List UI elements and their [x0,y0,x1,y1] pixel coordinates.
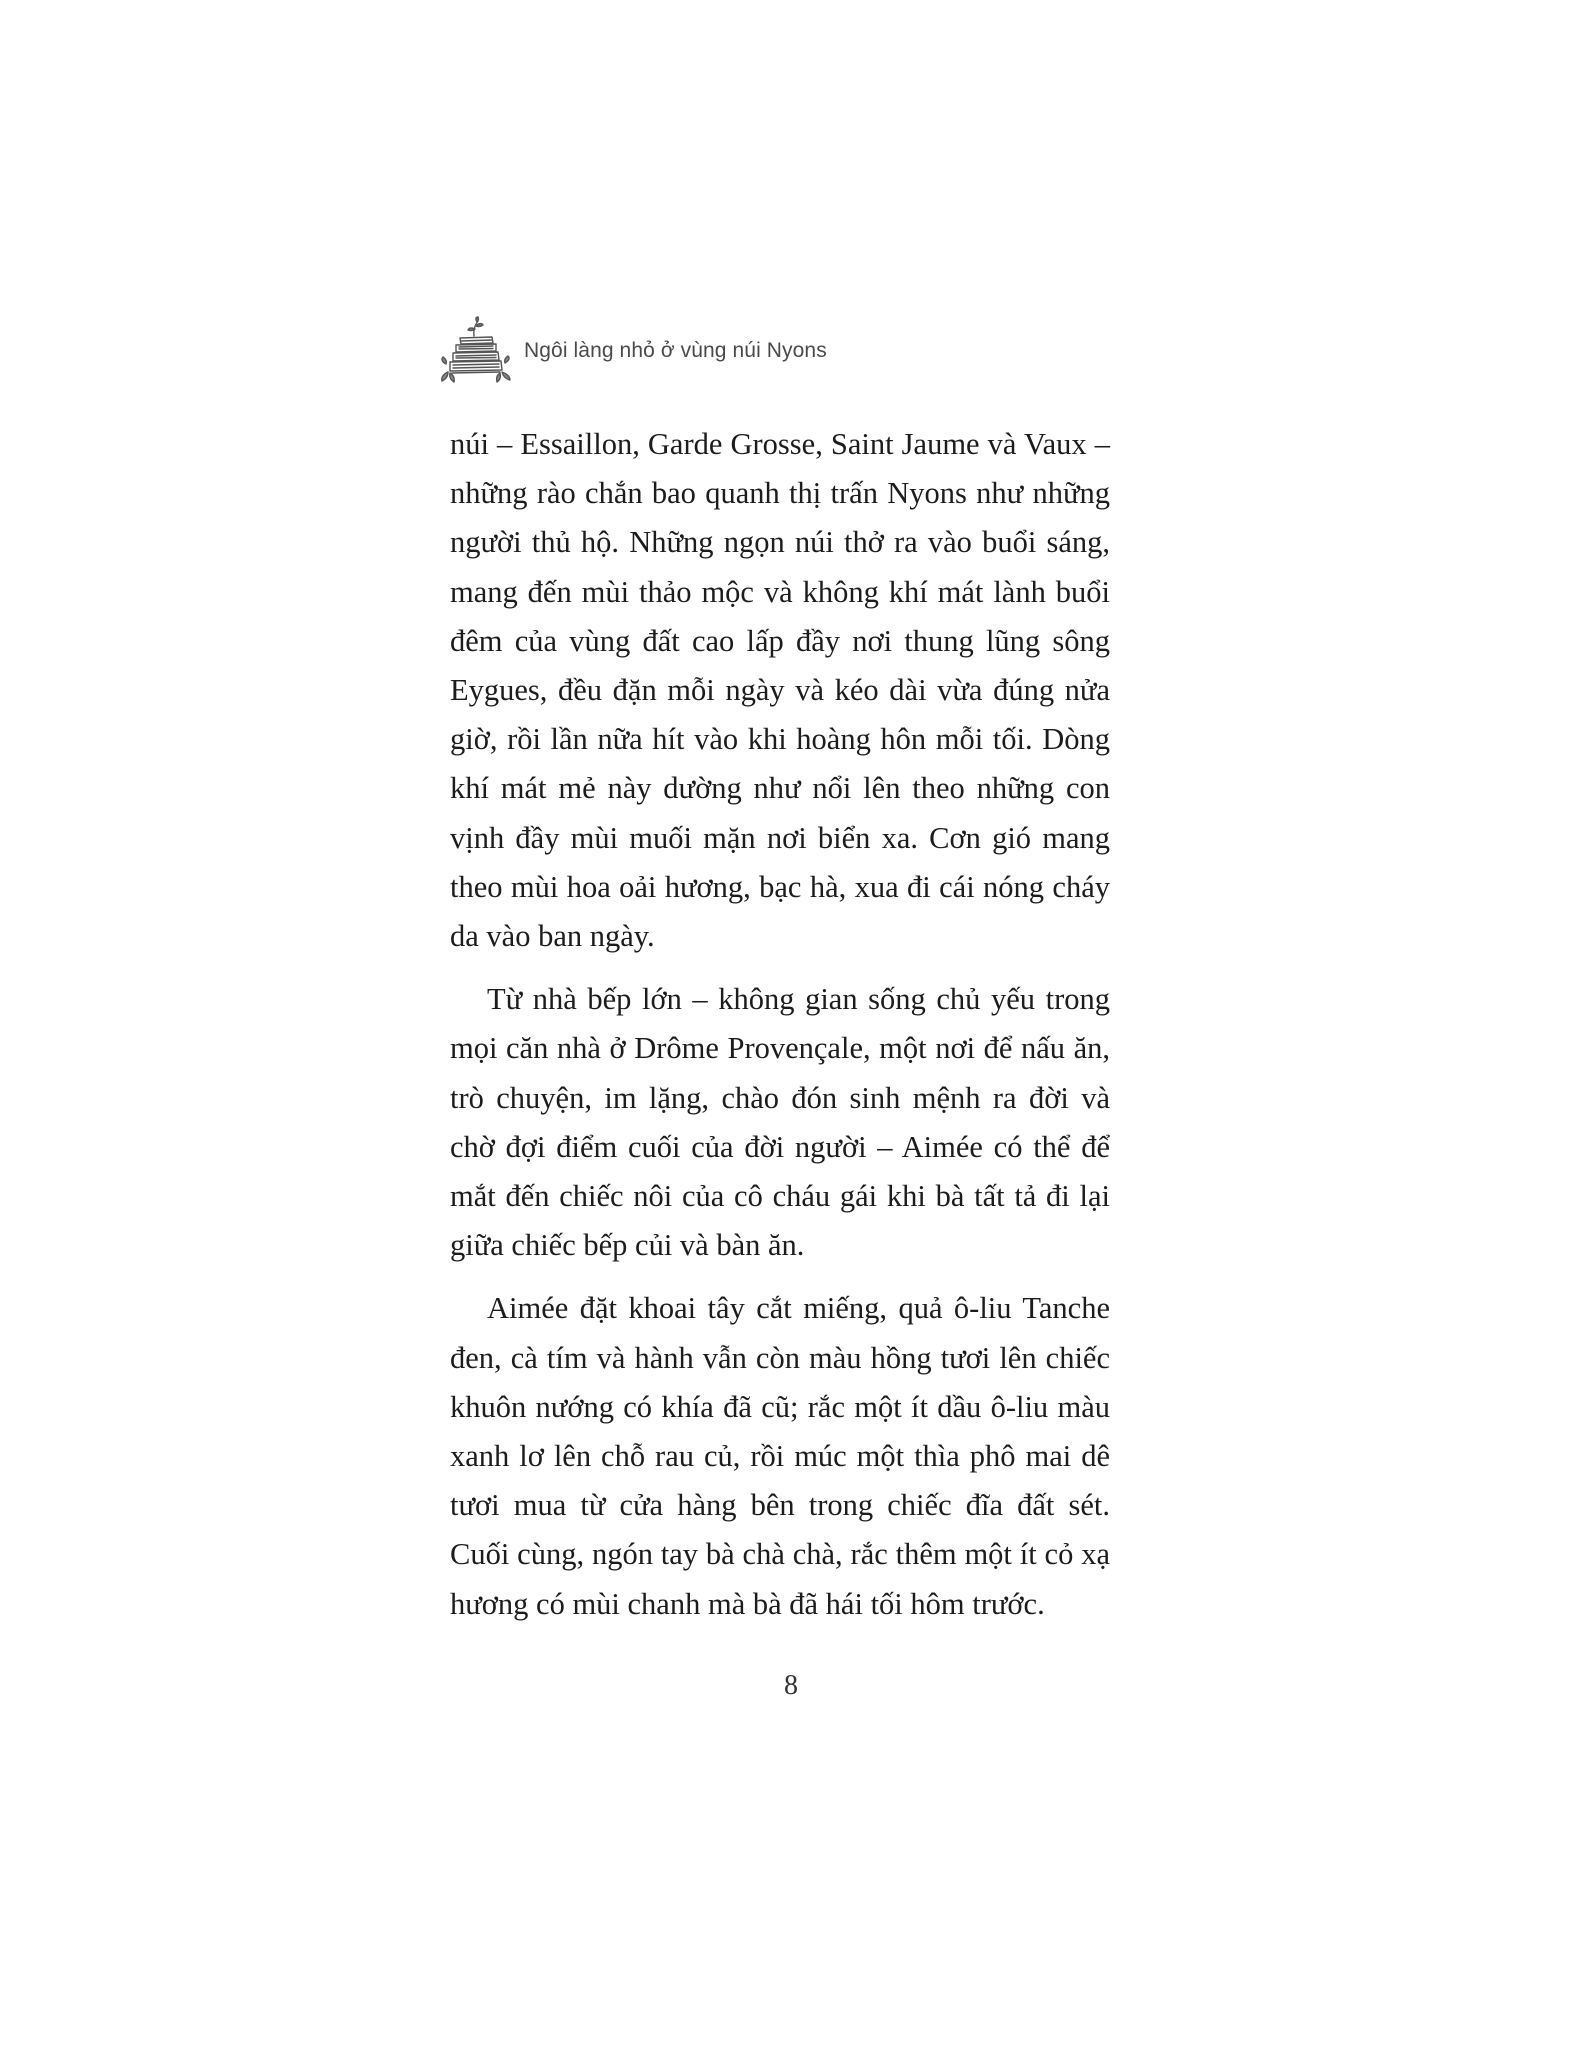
running-header [440,316,827,386]
paragraph-1: núi – Essaillon, Garde Grosse, Saint Jaume và Vaux – những rào chắn bao quanh thị trấn Nyons như những người thủ hộ. Những ngọn núi thở ra vào buổi sáng, mang đến mùi thảo mộc và không khí mát lành buổi đêm của vùng đất cao lấp đầy nơi thung lũng sông Eygues, đều đặn mỗi ngày và kéo dài vừa đúng nửa giờ, rồi lần nữa hít vào khi hoàng hôn mỗi tối. Dòng khí mát mẻ này dường như nổi lên theo những con vịnh đầy mùi muối mặn nơi biển xa. Cơn gió mang theo mùi hoa oải hương, bạc hà, xua đi cái nóng cháy da vào ban ngày. [450,427,1110,954]
running-header-title: Ngôi làng nhỏ ở vùng núi Nyons [524,339,827,362]
body-text [450,420,1110,1643]
paragraph-3: Aimée đặt khoai tây cắt miếng, quả ô-liu Tanche đen, cà tím và hành vẫn còn màu hồng tươi lên chiếc khuôn nướng có khía đã cũ; rắc một ít dầu ô-liu màu xanh lơ lên chỗ rau củ, rồi múc một thìa phô mai dê tươi mua từ cửa hàng bên trong chiếc đĩa đất sét. Cuối cùng, ngón tay bà chà chà, rắc thêm một ít cỏ xạ hương có mùi chanh mà bà đã hái tối hôm trước. [450,1291,1110,1621]
page-number: 8 [784,1670,798,1701]
paragraph-2: Từ nhà bếp lớn – không gian sống chủ yếu trong mọi căn nhà ở Drôme Provençale, một nơi để nấu ăn, trò chuyện, im lặng, chào đón sinh mệnh ra đời và chờ đợi điểm cuối của đời người – Aimée có thể để mắt đến chiếc nôi của cô cháu gái khi bà tất tả đi lại giữa chiếc bếp củi và bàn ăn. [450,982,1110,1263]
stacked-books-icon [440,316,512,386]
